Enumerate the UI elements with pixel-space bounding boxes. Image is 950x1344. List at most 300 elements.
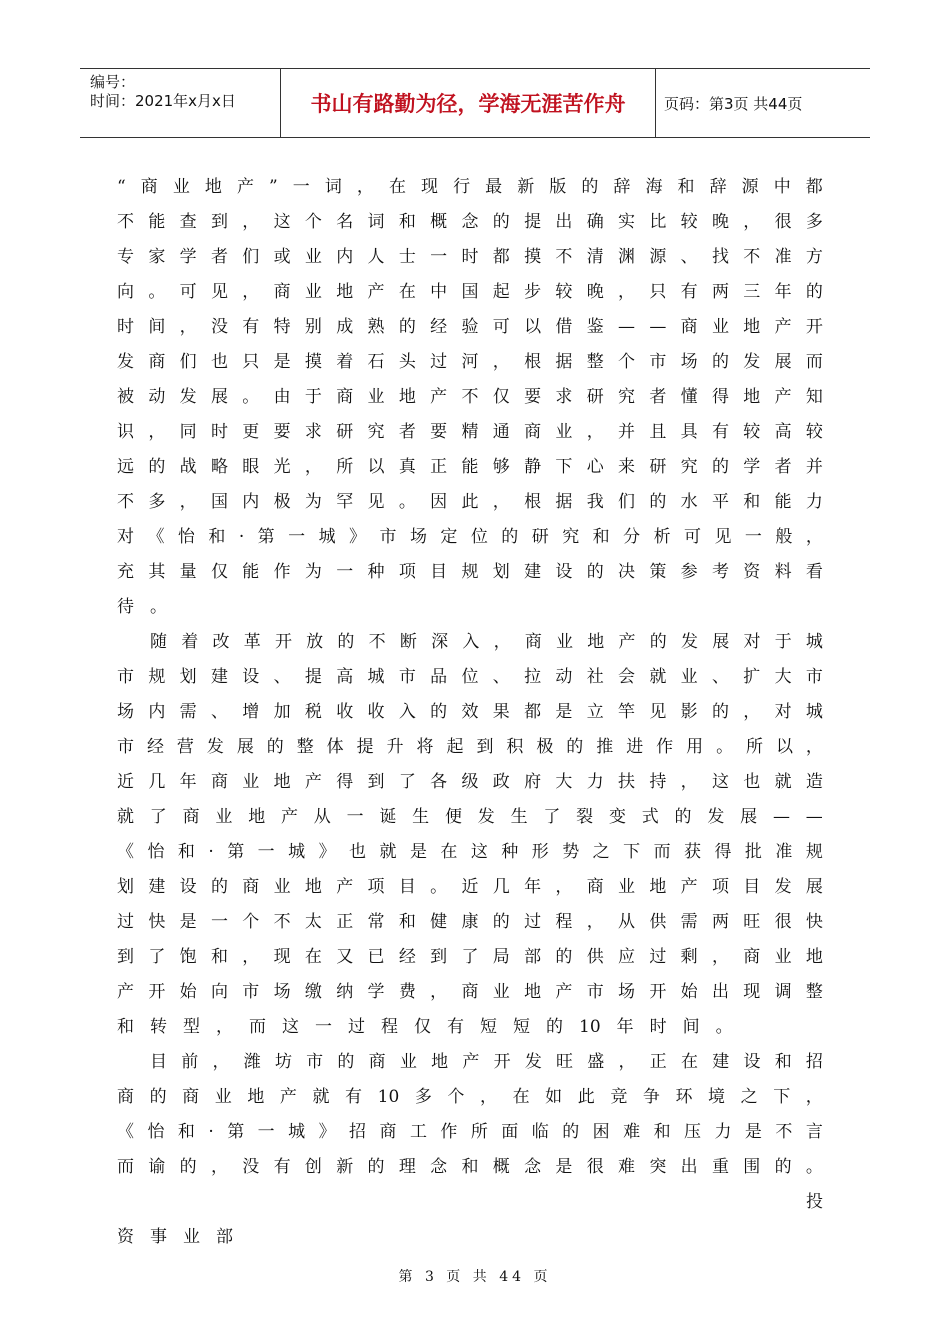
text-char: 开 (274, 632, 292, 652)
page-footer: 第 3 页 共 44 页 (398, 1269, 552, 1285)
text-char: 得 (711, 387, 729, 407)
text-char: 年 (179, 772, 197, 792)
text-char: 部 (524, 947, 542, 967)
text-char: 确 (586, 212, 604, 232)
text-char: 建 (210, 667, 228, 687)
text-char: 业 (172, 177, 190, 197)
text-char: 看 (805, 562, 823, 582)
text-char: 商 (117, 1087, 134, 1107)
text-char: ， (242, 212, 260, 232)
text-char: 10 (579, 1017, 601, 1037)
text-char: 一 (210, 912, 228, 932)
text-char: 起 (446, 737, 464, 757)
text-char: 不 (461, 387, 479, 407)
text-char: 和 (653, 1122, 671, 1142)
text-char: · (208, 1122, 214, 1142)
text-char: 经 (430, 317, 448, 337)
text-char: 在 (398, 282, 416, 302)
text-char: 了 (461, 947, 479, 967)
text-char: 可 (179, 282, 197, 302)
text-char: 量 (179, 562, 197, 582)
text-char: 和 (774, 1052, 792, 1072)
text-char: 程 (555, 912, 573, 932)
text-line (117, 590, 823, 624)
text-char: 商 (379, 1122, 397, 1142)
text-char: 过 (430, 352, 448, 372)
text-char: 立 (586, 702, 604, 722)
text-char: 间 (682, 1017, 700, 1037)
text-char: 的 (266, 737, 284, 757)
text-char: 增 (242, 702, 260, 722)
text-char: 环 (675, 1087, 693, 1107)
text-char: 的 (546, 1017, 563, 1037)
text-char: 词 (367, 212, 385, 232)
text-char: 供 (649, 912, 667, 932)
text-line (117, 660, 823, 694)
text-char: 扩 (743, 667, 761, 687)
text-char: 》 (318, 1122, 336, 1142)
text-char: 时 (649, 1017, 667, 1037)
text-char: 、 (711, 667, 729, 687)
text-char: 业 (399, 1052, 417, 1072)
text-char: 剩 (680, 947, 698, 967)
text-char: 见 (367, 492, 385, 512)
text-char: 到 (367, 772, 385, 792)
text-char: 只 (242, 352, 260, 372)
text-char: 规 (461, 562, 479, 582)
text-char: 一 (288, 527, 306, 547)
text-char: 提 (356, 737, 374, 757)
text-line (117, 1010, 823, 1044)
text-char: 过 (348, 1017, 365, 1037)
text-char: 要 (524, 387, 542, 407)
text-char: 的 (711, 457, 729, 477)
text-char: 地 (431, 1052, 449, 1072)
text-char: ， (492, 352, 510, 372)
text-char: 竿 (618, 702, 635, 722)
text-char: 设 (242, 667, 260, 687)
text-char: 策 (649, 562, 667, 582)
text-char: 就 (649, 667, 667, 687)
text-char: 发 (743, 352, 761, 372)
text-char: 府 (524, 772, 542, 792)
text-char: ， (480, 1087, 497, 1107)
text-char: 经 (398, 947, 416, 967)
text-char: 招 (349, 1122, 367, 1142)
text-char: 积 (506, 737, 524, 757)
text-char: 仅 (492, 387, 510, 407)
text-char: 发 (206, 737, 224, 757)
text-char: 查 (179, 212, 197, 232)
text-char: 内 (336, 247, 354, 267)
text-char: 展 (774, 352, 792, 372)
text-char: 项 (367, 877, 385, 897)
text-char: 纳 (336, 982, 354, 1002)
text-char: 的 (711, 702, 729, 722)
text-char: 发 (680, 632, 698, 652)
text-char: 提 (304, 667, 322, 687)
text-char: 展 (805, 877, 823, 897)
text-line (117, 485, 823, 519)
text-char: 到 (210, 212, 228, 232)
text-char: 城 (367, 667, 385, 687)
text-char: 的 (711, 352, 729, 372)
text-char: 几 (492, 877, 510, 897)
text-char: 可 (684, 527, 702, 547)
text-char: 重 (711, 1157, 729, 1177)
text-char: 地 (649, 877, 667, 897)
text-char: 的 (586, 562, 604, 582)
text-char: 下 (773, 1087, 791, 1107)
text-char: 经 (146, 737, 164, 757)
text-char: 国 (210, 492, 228, 512)
text-line (117, 345, 823, 379)
text-char: 第 (257, 527, 275, 547)
text-char: 下 (555, 457, 573, 477)
text-char: 产 (462, 1052, 480, 1072)
text-char: 准 (774, 247, 792, 267)
text-char: 产 (618, 632, 636, 652)
text-char: 体 (326, 737, 344, 757)
text-char: 一 (336, 562, 354, 582)
text-char: 辞 (613, 177, 631, 197)
text-char: 者 (210, 247, 228, 267)
text-char: ， (805, 527, 823, 547)
text-char: 见 (210, 282, 228, 302)
text-char: 念 (430, 1157, 448, 1177)
text-char: 新 (517, 177, 535, 197)
text-char: 都 (524, 702, 542, 722)
text-char: — (805, 807, 823, 827)
text-char: 准 (775, 842, 793, 862)
text-char: 资 (117, 1227, 134, 1247)
text-char: 三 (743, 282, 761, 302)
text-char: 两 (711, 282, 729, 302)
text-char: 地 (204, 177, 222, 197)
text-char: ， (356, 177, 374, 197)
text-char: 到 (117, 947, 134, 967)
text-char: 展 (712, 632, 730, 652)
text-line (117, 205, 823, 239)
text-char: 学 (367, 982, 385, 1002)
text-char: 就 (774, 772, 792, 792)
text-char: 理 (398, 1157, 416, 1177)
text-char: 城 (805, 632, 823, 652)
text-char: 心 (586, 457, 604, 477)
text-char: 静 (524, 457, 542, 477)
text-char: 发 (774, 877, 792, 897)
text-char: 出 (680, 1157, 698, 1177)
text-char: 和 (177, 1122, 195, 1142)
text-char: 在 (440, 842, 458, 862)
text-char: 的 (562, 1122, 580, 1142)
text-char: 熟 (367, 317, 385, 337)
text-char: 一 (257, 842, 275, 862)
text-char: 正 (430, 457, 448, 477)
text-char: 整 (296, 737, 314, 757)
text-char: 。 (398, 492, 416, 512)
text-char: 地 (273, 772, 291, 792)
text-char: 场 (273, 982, 291, 1002)
text-char: 现 (743, 982, 761, 1002)
text-char: 源 (741, 177, 759, 197)
text-char: 建 (524, 562, 542, 582)
text-char: 作 (273, 562, 291, 582)
text-char: 盛 (587, 1052, 605, 1072)
text-char: 级 (461, 772, 479, 792)
text-char: 地 (398, 387, 416, 407)
text-char: 的 (430, 702, 448, 722)
text-char: 要 (273, 422, 291, 442)
text-char: 发 (477, 807, 495, 827)
text-char: 目 (743, 877, 761, 897)
page-header (80, 68, 870, 138)
text-char: 境 (708, 1087, 726, 1107)
text-char: 的 (337, 1052, 355, 1072)
text-char: 场 (409, 527, 427, 547)
text-char: 已 (367, 947, 385, 967)
text-char: 家 (148, 247, 166, 267)
text-char: 都 (805, 177, 823, 197)
text-char: 这 (470, 842, 488, 862)
text-char: 个 (242, 912, 260, 932)
text-char: 的 (774, 1157, 792, 1177)
text-char: ， (586, 912, 604, 932)
text-char: 又 (336, 947, 354, 967)
text-char: 人 (367, 247, 385, 267)
text-char: 是 (409, 842, 427, 862)
text-char: 商 (336, 387, 354, 407)
text-char: 入 (398, 702, 416, 722)
text-char: 不 (775, 1122, 793, 1142)
text-char: 谕 (148, 1157, 166, 1177)
text-char: 时 (117, 317, 134, 337)
text-char: 从 (313, 807, 331, 827)
text-char: ， (148, 422, 166, 442)
text-char: 开 (493, 1052, 511, 1072)
text-char: 始 (680, 982, 698, 1002)
text-char: 是 (555, 1157, 573, 1177)
text-char: 个 (618, 352, 635, 372)
text-char: 旺 (556, 1052, 574, 1072)
text-char: 业 (183, 1227, 200, 1247)
text-char: 现 (421, 177, 439, 197)
text-char: 极 (536, 737, 554, 757)
text-char: 怡 (147, 1122, 165, 1142)
text-char: 是 (555, 702, 573, 722)
text-char: 行 (453, 177, 471, 197)
text-char: 见 (649, 702, 667, 722)
text-char: 力 (805, 492, 823, 512)
text-char: 推 (596, 737, 614, 757)
text-char: 中 (773, 177, 791, 197)
text-char: 商 (273, 282, 291, 302)
text-char: 并 (618, 422, 635, 442)
text-char: 业 (242, 772, 260, 792)
text-char: 改 (212, 632, 230, 652)
text-char: ， (743, 702, 761, 722)
text-char: 能 (461, 457, 479, 477)
text-char: 裂 (576, 807, 594, 827)
text-char: 是 (179, 912, 197, 932)
text-char: 和 (177, 842, 195, 862)
text-char: 商 (140, 177, 158, 197)
text-char: 费 (398, 982, 416, 1002)
text-char: 晚 (711, 212, 729, 232)
text-char: 以 (367, 457, 385, 477)
text-line (117, 450, 823, 484)
text-char: 而 (117, 1157, 134, 1177)
text-line (117, 555, 823, 589)
text-char: 以 (775, 737, 793, 757)
text-char: 城 (805, 702, 823, 722)
text-char: 也 (349, 842, 367, 862)
text-char: 和 (398, 212, 416, 232)
text-char: 新 (336, 1157, 354, 1177)
text-char: 生 (510, 807, 528, 827)
text-char: 了 (148, 947, 166, 967)
text-char: 产 (336, 877, 354, 897)
text-char: 局 (492, 947, 510, 967)
text-char: 极 (273, 492, 291, 512)
text-char: 因 (430, 492, 448, 512)
text-char: 这 (282, 1017, 299, 1037)
text-char: 摸 (524, 247, 542, 267)
text-char: 的 (337, 632, 355, 652)
text-char: ， (618, 282, 635, 302)
text-char: 产 (367, 282, 385, 302)
text-line (117, 695, 823, 729)
text-char: 光 (273, 457, 291, 477)
text-char: 较 (555, 282, 573, 302)
text-char: 应 (618, 947, 635, 967)
text-char: 动 (555, 667, 573, 687)
text-char: 、 (492, 667, 510, 687)
text-char: 两 (711, 912, 729, 932)
text-char: ， (805, 1087, 823, 1107)
text-char: 业 (492, 982, 510, 1002)
text-char: 根 (524, 352, 542, 372)
text-char: 竞 (610, 1087, 628, 1107)
text-char: 有 (711, 422, 729, 442)
text-char: 方 (805, 247, 823, 267)
text-line (117, 905, 823, 939)
text-char: 且 (649, 422, 667, 442)
text-char: 。 (715, 1017, 733, 1037)
text-char: 够 (492, 457, 510, 477)
text-char: 各 (430, 772, 448, 792)
text-char: 如 (545, 1087, 563, 1107)
text-line (117, 1045, 823, 1079)
text-char: 了 (398, 772, 416, 792)
text-char: 过 (524, 912, 542, 932)
text-char: 能 (242, 562, 260, 582)
text-char: 部 (216, 1227, 233, 1247)
text-char: 商 (210, 772, 228, 792)
text-char: 平 (711, 492, 729, 512)
text-char: 仅 (210, 562, 228, 582)
text-char: 也 (743, 772, 761, 792)
text-char: 研 (531, 527, 549, 547)
text-char: 就 (379, 842, 397, 862)
text-line (117, 835, 823, 869)
text-char: 时 (210, 422, 228, 442)
text-char: 形 (531, 842, 549, 862)
text-char: 短 (513, 1017, 530, 1037)
text-char: 和 (592, 527, 610, 547)
text-char: 过 (117, 912, 134, 932)
text-char: 市 (306, 1052, 324, 1072)
text-char: 产 (774, 317, 792, 337)
text-char: 言 (805, 1122, 823, 1142)
text-char: 定 (440, 527, 458, 547)
text-char: 战 (179, 457, 197, 477)
text-char: · (208, 842, 214, 862)
text-char: 商 (743, 947, 761, 967)
text-char: 没 (210, 317, 228, 337)
text-char: 年 (616, 1017, 634, 1037)
text-char: 之 (740, 1087, 758, 1107)
text-char: 场 (618, 982, 635, 1002)
text-char: 快 (805, 912, 823, 932)
text-char: 缴 (304, 982, 322, 1002)
text-char: 果 (492, 702, 510, 722)
text-char: 产 (304, 772, 322, 792)
text-char: 税 (304, 702, 322, 722)
text-char: 产 (774, 387, 792, 407)
text-char: 就 (117, 807, 134, 827)
text-char: 第 (227, 1122, 245, 1142)
text-char: 潍 (243, 1052, 261, 1072)
text-char: 此 (461, 492, 479, 512)
text-char: 石 (367, 352, 385, 372)
text-char: 城 (288, 842, 306, 862)
text-char: 业 (774, 947, 792, 967)
header-motto: 书山有路勤为径，学海无涯苦作舟 (281, 69, 656, 137)
text-char: 划 (492, 562, 510, 582)
text-char: 入 (462, 632, 480, 652)
text-char: 们 (242, 247, 260, 267)
text-char: 能 (148, 212, 166, 232)
text-char: 康 (461, 912, 479, 932)
text-char: ， (216, 1017, 233, 1037)
text-char: 市 (805, 667, 823, 687)
text-char: 开 (805, 317, 823, 337)
text-char: 力 (586, 772, 604, 792)
text-char: 种 (367, 562, 385, 582)
text-char: 业 (618, 877, 635, 897)
text-char: 其 (148, 562, 166, 582)
text-char: 见 (714, 527, 732, 547)
text-char: 出 (711, 982, 729, 1002)
text-char: 摸 (304, 352, 322, 372)
text-char: 略 (210, 457, 228, 477)
text-char: 就 (312, 1087, 330, 1107)
text-char: 晚 (586, 282, 604, 302)
text-char: — (649, 317, 667, 337)
text-line (117, 800, 823, 834)
text-char: 所 (746, 737, 764, 757)
text-char: 同 (179, 422, 197, 442)
text-char: 海 (645, 177, 663, 197)
text-char: 、 (273, 667, 291, 687)
text-char: 士 (398, 247, 416, 267)
text-char: 没 (242, 1157, 260, 1177)
text-char: 学 (179, 247, 197, 267)
text-char: 商 (586, 877, 604, 897)
text-char: 名 (336, 212, 354, 232)
text-char: 发 (524, 1052, 542, 1072)
